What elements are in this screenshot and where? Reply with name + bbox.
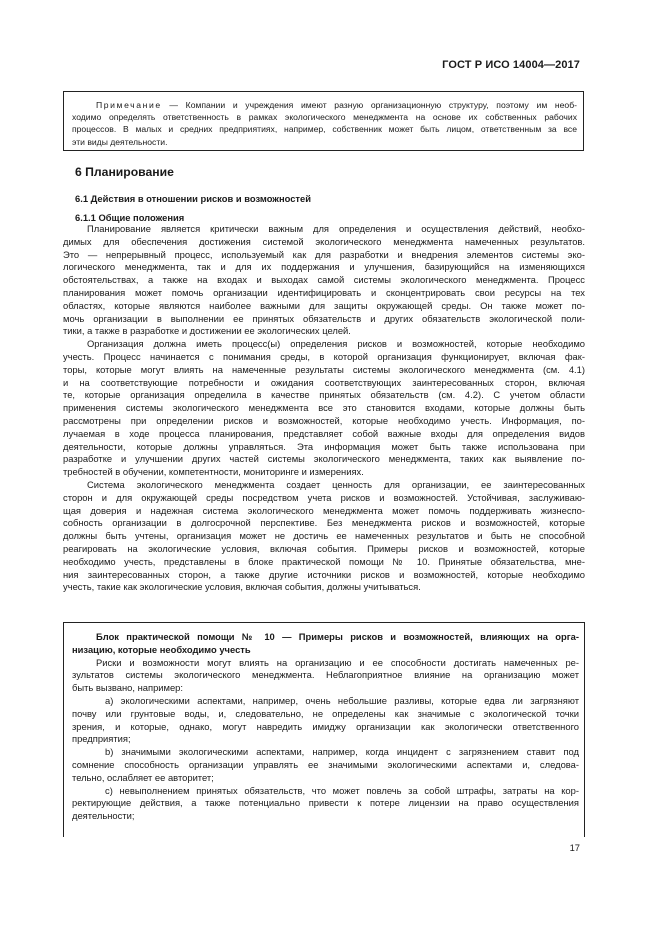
- note-line: эти виды деятельности.: [72, 136, 168, 147]
- text-line: ния заинтересованных сторон, а также другие источники рисков и возможностей, которые необходимо: [63, 568, 585, 580]
- practical-help-box: [63, 622, 585, 837]
- text-line: Это — непрерывный процесс, используемый как для разработки и внедрения элементов системы эко-: [63, 248, 585, 260]
- text-line: разработке и улучшении других частей системы экологического менеджмента, таких как выявление по-: [63, 453, 585, 465]
- paragraph: [63, 338, 585, 479]
- list-item-line: сомнение способность организации управлять ее значимыми экологическими аспектами и, следова-: [72, 758, 579, 770]
- body-text: [63, 223, 585, 594]
- note-line: [72, 99, 577, 111]
- page-number: 17: [569, 842, 580, 853]
- list-item-line: a) экологическими аспектами, например, очень небольшие разливы, которые едва ли загрязняют: [105, 694, 579, 706]
- text-line: деятельности, которые должны управляться. Эта информация может быть также использована при: [63, 440, 585, 452]
- text-line: должны быть учтены, организация может не достичь ее намеченных результатов и быть не способной: [63, 530, 585, 542]
- text-line: планирования может помочь организации идентифицировать и сконцентрировать свои ресурсы на тех: [63, 286, 585, 298]
- text-line: быть вызвано, например:: [72, 682, 183, 694]
- text-line: щая доверия и надежная система экологического менеджмента может помочь поддерживать жизнеспо-: [63, 504, 585, 516]
- list-item-line: почву или грунтовые воды, и, следовательно, не определены как значимые с экологической точки: [72, 707, 579, 719]
- text-line: рассмотрены при определении рисков и возможностей, которые необходимо учесть. Информация, по-: [63, 414, 585, 426]
- text-line: те, которые организация определила в качестве принятых обязательств (см. 4.2). С учетом области: [63, 389, 585, 401]
- text-line: учесть, такие как экологические условия, включая события, должны учитываться.: [63, 581, 421, 593]
- text-line: тики, а также в разработке и достижении ее экологических целей.: [63, 325, 351, 337]
- text-line: зультатов системы экологического менеджмента. Неблагоприятное влияние на организацию может: [72, 669, 579, 681]
- text-line: применения системы экологического менеджмента все это становится входами, которые должны быть: [63, 402, 585, 414]
- help-box-title: низацию, которые необходимо учесть: [72, 643, 251, 655]
- list-item-line: тельно, ослабляет ее авторитет;: [72, 771, 214, 783]
- list-item-line: ректирующие действия, а также потенциально привести к потере лицензии на право осуществления: [72, 797, 579, 809]
- text-line: обстоятельствах, а также на входах и выходах самой системы экологического менеджмента. Процесс: [63, 274, 585, 286]
- text-line: областях, которые являются наиболее важными для защиты окружающей среды. Он также может по-: [63, 299, 585, 311]
- text-line: Планирование является критически важным для определения и осуществления действий, необхо-: [87, 223, 585, 234]
- note-line: процессов. В малых и средних предприятиях, например, собственник может быть лицом, ответственным за все: [72, 124, 577, 135]
- text-line: и на соответствующие потребности и ожидания соответствующих заинтересованных сторон, включая: [63, 376, 585, 388]
- paragraph: [63, 223, 585, 338]
- text-line: сторон и для окружающей среды посредством учета рисков и возможностей. Устойчивая, заслуживаю-: [63, 491, 585, 503]
- standard-designation: ГОСТ Р ИСО 14004—2017: [442, 59, 580, 71]
- text-line: необходимо учесть, представлены в блоке практической помощи № 10. Принятые обязательства, мне-: [63, 555, 585, 567]
- text-line: мочь организации в выполнении ее принятых обязательств и других обязательств экологической поли-: [63, 312, 585, 324]
- list-item-line: деятельности;: [72, 810, 135, 822]
- text-line: логического менеджмента, так и для их поддержания и улучшения, базирующийся на изменяющихся: [63, 261, 585, 273]
- note-box: [63, 91, 584, 151]
- paragraph: [63, 479, 585, 594]
- list-item-line: предприятия;: [72, 733, 131, 745]
- subsection-title: 6.1 Действия в отношении рисков и возможностей: [75, 193, 311, 204]
- list-item-line: b) значимыми экологическими аспектами, например, когда инцидент с загрязнением ставит под: [105, 746, 579, 758]
- text-line: лучаемая в ходе процесса планирования, представляет собой важные входы для определения видов: [63, 427, 585, 439]
- list-item-line: c) невыполнением принятых обязательств, что может повлечь за собой штрафы, затраты на кор-: [105, 784, 579, 796]
- text-line: Организация должна иметь процесс(ы) определения рисков и возможностей, которые необходимо: [87, 338, 585, 350]
- list-item-line: зрения, и которые, однако, могут навредить имиджу организации как экологически ответственного: [72, 720, 579, 732]
- text-line: Риски и возможности могут влиять на организацию и ее способности достигать намеченных ре-: [96, 656, 579, 668]
- subsubsection-title: 6.1.1 Общие положения: [75, 212, 185, 223]
- note-label: Примечание: [96, 100, 162, 110]
- section-title: 6 Планирование: [75, 165, 174, 179]
- text-line: реагировать на экологические условия, включая события. Примеры рисков и возможностей, которые: [63, 542, 585, 554]
- text-line: собность организации в долгосрочной перспективе. Без менеджмента рисков и возможностей, которые: [63, 517, 585, 529]
- text-line: димых для обеспечения достижения системой экологического менеджмента намеченных результатов.: [63, 235, 585, 247]
- note-line: ходимо определять ответственность в рамках экологического менеджмента на основе их собственных рабочих: [72, 112, 577, 123]
- text-line: учесть. Процесс начинается с понимания среды, в которой организация функционирует, включая фак-: [63, 350, 585, 362]
- text-line: Система экологического менеджмента создает ценность для организации, ее заинтересованных: [87, 478, 585, 490]
- note-text: — Компании и учреждения имеют разную организационную структуру, поэтому им необ-: [161, 100, 577, 110]
- text-line: требностей в обучении, компетентности, мониторинге и измерениях.: [63, 466, 364, 478]
- help-box-title: Блок практической помощи № 10 — Примеры рисков и возможностей, влияющих на орга-: [96, 631, 579, 642]
- text-line: торы, которые могут влиять на намеченные результаты системы экологического менеджмента (см. 4.1): [63, 363, 585, 375]
